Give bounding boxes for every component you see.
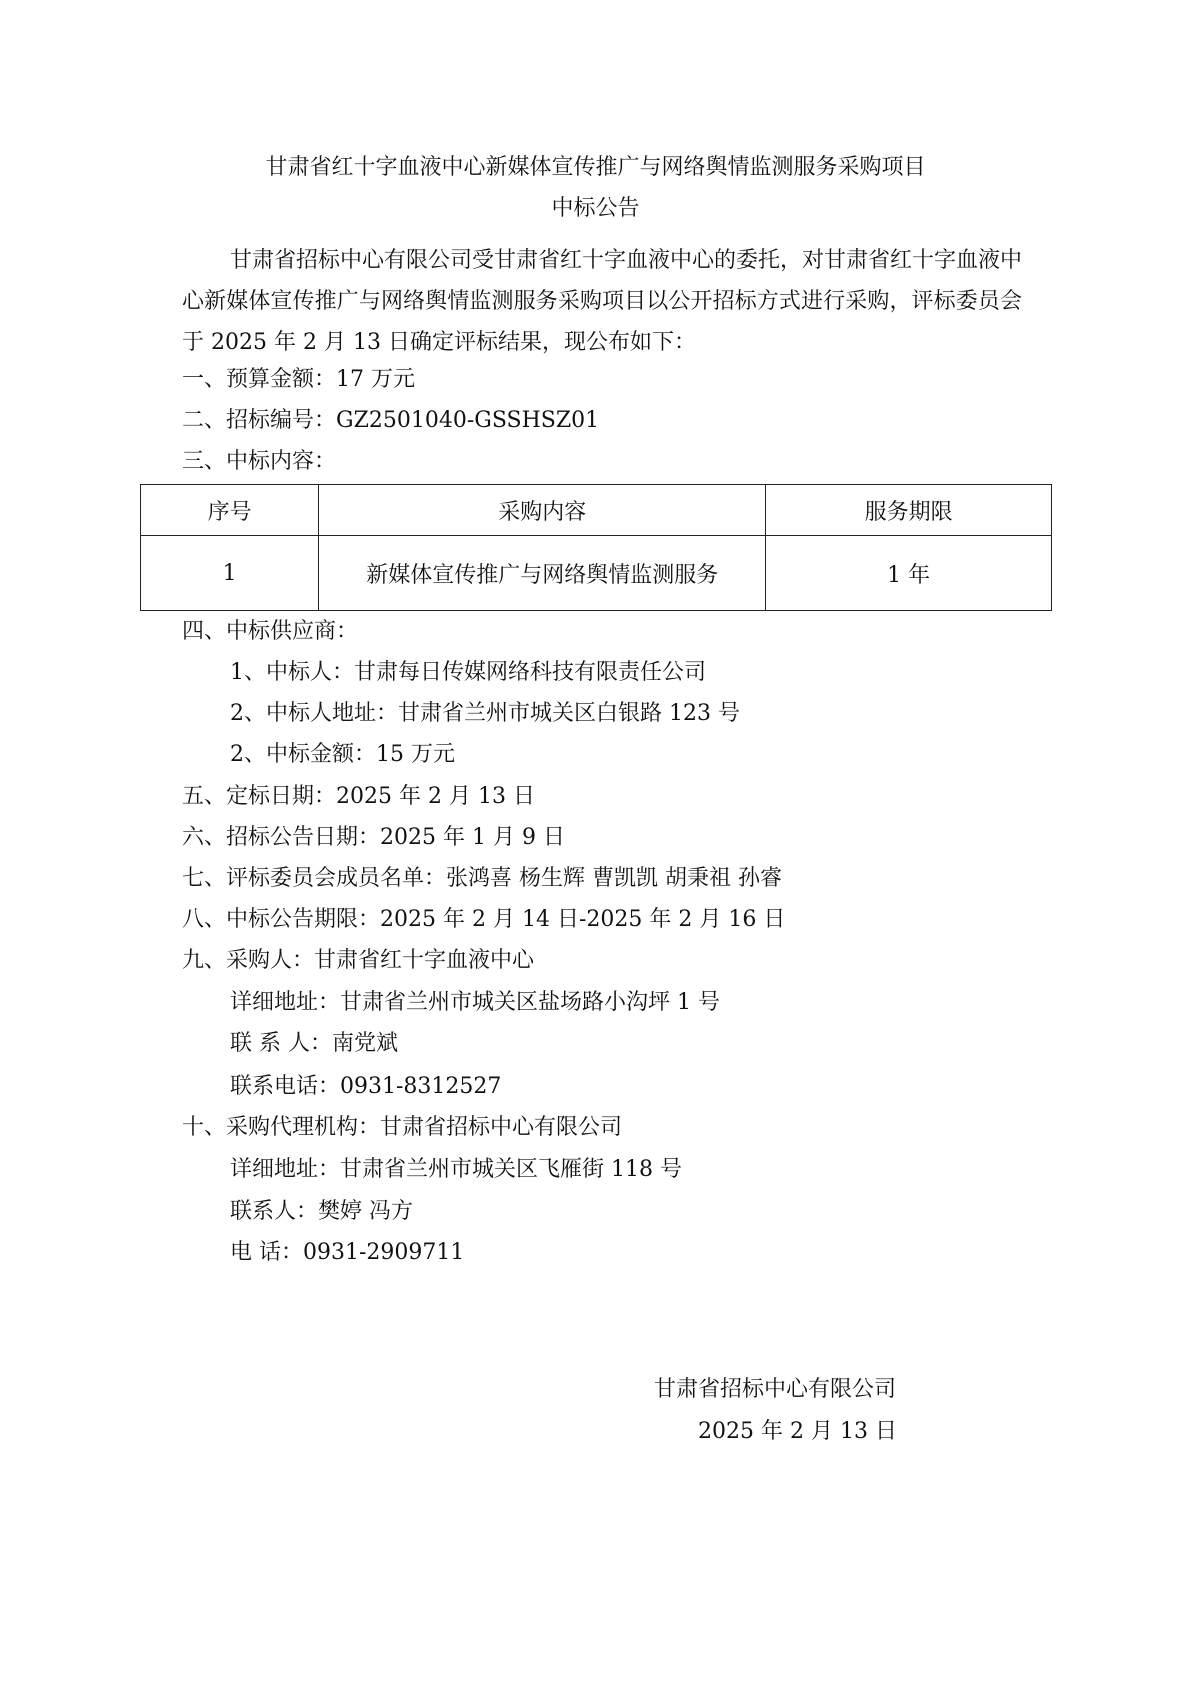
supplier-name-line: 1、中标人：甘肃每日传媒网络科技有限责任公司	[230, 660, 706, 685]
award-content-table	[140, 484, 1052, 611]
agency-heading: 十、采购代理机构：甘肃省招标中心有限公司	[182, 1115, 623, 1140]
award-date-line: 五、定标日期：2025 年 2 月 13 日	[182, 784, 535, 809]
budget-line: 一、预算金额：17 万元	[182, 367, 415, 392]
agency-address-line: 详细地址：甘肃省兰州市城关区飞雁街 118 号	[230, 1157, 682, 1182]
content-heading: 三、中标内容：	[182, 449, 337, 474]
notice-date-line: 六、招标公告日期：2025 年 1 月 9 日	[182, 825, 565, 850]
supplier-heading: 四、中标供应商：	[182, 619, 359, 644]
tender-number-line: 二、招标编号：GZ2501040-GSSHSZ01	[182, 408, 600, 433]
table-header-cell: 采购内容	[319, 485, 766, 536]
agency-phone-line: 电 话：0931-2909711	[230, 1240, 465, 1265]
intro-paragraph: 甘肃省招标中心有限公司受甘肃省红十字血液中心的委托，对甘肃省红十字血液中心新媒体宣传推广与网络舆情监测服务采购项目以公开招标方式进行采购，评标委员会于 2025 年 2 月 13 日确定评标结果，现公布如下：	[182, 248, 1023, 355]
table-header-cell: 服务期限	[766, 485, 1052, 536]
supplier-amount-line: 2、中标金额：15 万元	[230, 742, 455, 767]
purchaser-contact-line: 联 系 人：南党斌	[230, 1031, 398, 1056]
agency-contact-line: 联系人：樊婷 冯方	[230, 1199, 413, 1224]
table-cell: 1 年	[766, 536, 1052, 611]
committee-line: 七、评标委员会成员名单：张鸿喜 杨生辉 曹凯凯 胡秉祖 孙睿	[182, 866, 782, 891]
table-cell: 新媒体宣传推广与网络舆情监测服务	[319, 536, 766, 611]
purchaser-heading: 九、采购人：甘肃省红十字血液中心	[182, 948, 535, 973]
table-cell: 1	[141, 536, 319, 611]
table-header-cell: 序号	[141, 485, 319, 536]
document-subtitle: 中标公告	[551, 196, 640, 221]
table-row	[141, 536, 1052, 611]
signature-date: 2025 年 2 月 13 日	[698, 1419, 897, 1444]
document-title: 甘肃省红十字血液中心新媒体宣传推广与网络舆情监测服务采购项目	[265, 155, 926, 180]
table-header-row	[141, 485, 1052, 536]
supplier-address-line: 2、中标人地址：甘肃省兰州市城关区白银路 123 号	[230, 701, 740, 726]
purchaser-address-line: 详细地址：甘肃省兰州市城关区盐场路小沟坪 1 号	[230, 990, 720, 1015]
purchaser-phone-line: 联系电话：0931-8312527	[230, 1074, 502, 1099]
notice-period-line: 八、中标公告期限：2025 年 2 月 14 日-2025 年 2 月 16 日	[182, 907, 786, 932]
signature-organization: 甘肃省招标中心有限公司	[654, 1377, 897, 1402]
